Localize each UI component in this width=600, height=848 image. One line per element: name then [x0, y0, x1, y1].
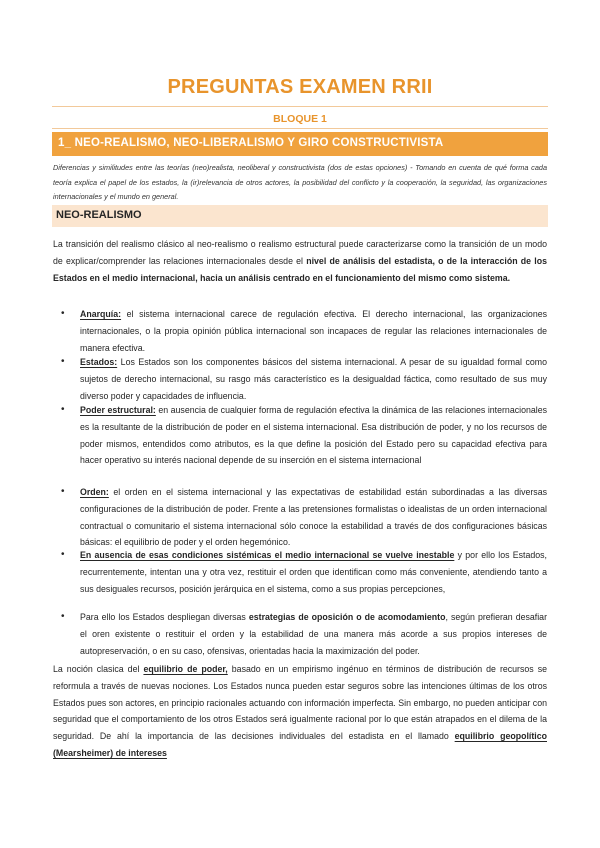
section-intro: Diferencias y similitudes entre las teorías (neo)realista, neoliberal y constructivista (dos de estas opciones) - Tomando en cuenta de qué forma cada teoría explica el papel de los estados, la (ir)relevancia de otros actores, la posibilidad del conflicto y la cooperación, la seguridad, las organizaciones internacionales y el mundo en general. — [53, 163, 547, 202]
bullet-icon: • — [61, 308, 65, 319]
paragraph-term: equilibrio de poder, — [143, 664, 228, 674]
title-divider — [52, 106, 548, 107]
bullet-lead-text: Para ello los Estados despliegan diversas — [80, 612, 249, 622]
paragraph-neorealismo-intro — [53, 236, 547, 286]
bullet-term: Estados: — [80, 357, 118, 367]
paragraph-text: basado en un empirismo ingénuo en términos de distribución de recursos se reformula a través de nuevas nociones. Los Estados nunca pueden estar seguros sobre las intenciones últimas de los otros Estados pues son actores, en principio racionales actuando con información imperfecta. Sin embargo, no pueden anticipar con seguridad que el comportamiento de los otros Estados será igualmente racional por lo que están atrapados en el dilema de la seguridad. De ahí la importancia de las decisiones individuales del estadista en el llamado — [53, 664, 547, 742]
bullet-icon: • — [61, 486, 65, 497]
section-heading-bar — [52, 132, 548, 156]
section-title: 1_ NEO-REALISMO, NEO-LIBERALISMO Y GIRO CONSTRUCTIVISTA — [58, 137, 444, 149]
subsection-title: NEO-REALISMO — [56, 209, 142, 221]
bullet-text: el orden en el sistema internacional y las expectativas de estabilidad están subordinadas a las diversas configuraciones de la distribución de poder. Frente a las pretensiones formalistas o idealistas de un orden internacional contractual o comunitario el sistema internacional sólo conoce la estabilidad a través de dos configuraciones básicas básicas: el equilibrio de poder y el orden hegemónico. — [80, 487, 547, 548]
bullet-text: , según prefieran desafiar el oren existente o restituir el orden y la estabilidad de una manera más acorde a sus propios intereses de autopreservación, o en su caso, ofensivas, orientadas hacia la maximización del poder. — [80, 612, 548, 656]
paragraph-text: La transición del realismo clásico al neo-realismo o realismo estructural puede caracterizarse como la transición de un modo de explicar/comprender las relaciones internacionales desde el — [53, 239, 547, 266]
bloque-divider — [52, 128, 548, 129]
bullet-icon: • — [61, 404, 65, 415]
bullet-text: el sistema internacional carece de regulación efectiva. El derecho internacional, las organizaciones internacionales, o la propia opinión pública internacional son incapaces de regular las relaciones internacionales de manera efectiva. — [80, 309, 547, 353]
bullet-term: Orden: — [80, 487, 109, 497]
paragraph-term: equilibrio geopolítico (Mearsheimer) de intereses — [53, 731, 547, 758]
bullet-term: Poder estructural: — [80, 405, 156, 415]
bullet-text: Los Estados son los componentes básicos del sistema internacional. A pesar de su igualdad formal como sujetos de derecho internacional, su rasgo más característico es la desigualdad fáctica, como resultado de sus muy diverso poder y capacidades de influencia. — [80, 357, 547, 401]
paragraph-equilibrio-poder — [53, 661, 547, 762]
bullet-term: Anarquía: — [80, 309, 122, 319]
page-title: PREGUNTAS EXAMEN RRII — [167, 76, 433, 98]
bloque-heading: BLOQUE 1 — [273, 113, 327, 125]
bullet-icon: • — [61, 611, 65, 622]
bullet-term: En ausencia de esas condiciones sistémicas el medio internacional se vuelve inestable — [80, 550, 455, 560]
subsection-heading-bar — [52, 205, 548, 227]
paragraph-bold-text: nivel de análisis del estadista, o de la interacción de los Estados en el medio internacional, hacia un análisis centrado en el funcionamiento del mismo como sistema. — [53, 255, 547, 283]
bullet-text: en ausencia de cualquier forma de regulación efectiva la dinámica de las relaciones internacionales es la resultante de la distribución de poder en el sistema internacional. Esa distribución de poder, y no los recursos de poder mismos, entendidos como atributos, es la que define la posición del Estado pero su capacidad efectiva para hacer operativo su interés nacional depende de su inserción en el sistema internacional — [80, 405, 547, 466]
paragraph-lead-text: La noción clasica del — [53, 664, 144, 674]
bullet-icon: • — [61, 549, 65, 560]
bullet-text: y por ello los Estados, recurrentemente, intentan una y otra vez, restituir el orden que identifican como más conveniente, atendiendo tanto a sus desiguales recursos, posición jerárquica en el sistema, como a sus propias percepciones, — [80, 550, 547, 594]
bullet-icon: • — [61, 356, 65, 367]
bullet-term: estrategias de oposición o de acomodamiento — [248, 612, 446, 622]
